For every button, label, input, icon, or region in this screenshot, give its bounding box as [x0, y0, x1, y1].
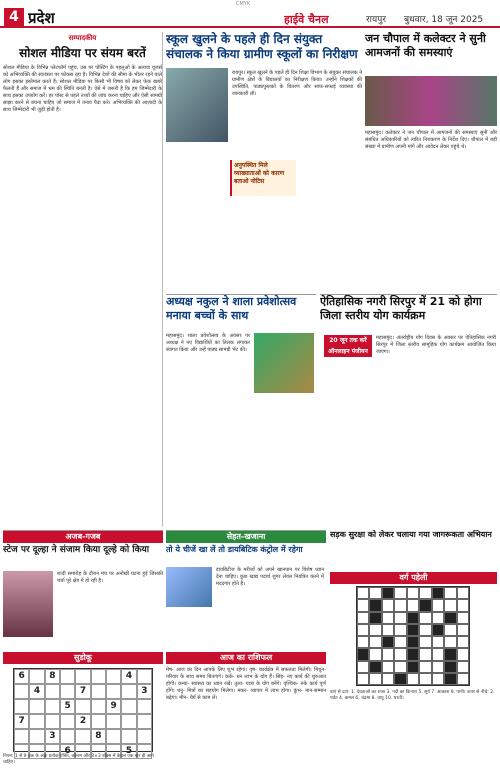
- chaupal-story: [365, 32, 497, 292]
- crossword-cell: [432, 599, 444, 611]
- sudoku-cell: 9: [106, 699, 121, 714]
- crossword-cell: [444, 599, 456, 611]
- chaupal-body: महासमुंद। कलेक्टर ने जन चौपाल में आमजनों की समस्याएं सुनीं और संबंधित अधिकारियों को त्वरित निराकरण के निर्देश दिए। चौपाल में बड़ी संख्या में ग्रामीण अपनी मांगें और आवेदन लेकर पहुंचे थे।: [365, 130, 497, 150]
- sudoku-grid: [13, 668, 153, 756]
- section-title: प्रदेश: [28, 9, 55, 27]
- crossword-cell: [369, 636, 381, 648]
- crossword-cell: [407, 599, 419, 611]
- sudoku-banner: सुडोकू: [3, 652, 163, 664]
- health-photo: [166, 567, 212, 607]
- crossword-cell: [419, 673, 431, 685]
- sudoku-cell: [91, 669, 106, 684]
- crossword-cell: [357, 612, 369, 624]
- sudoku-cell: [91, 714, 106, 729]
- sudoku-cell: 2: [75, 714, 90, 729]
- sudoku-cell: [29, 669, 44, 684]
- crossword-cell: [444, 612, 456, 624]
- praveshotsav-headline: अध्यक्ष नकुल ने शाला प्रवेशोत्सव मनाया बच्चों के साथ: [166, 295, 297, 322]
- health-body: डायबिटीज के मरीजों को अपने खानपान पर विशेष ध्यान देना चाहिए। कुछ खाद्य पदार्थ शुगर लेवल नियंत्रित करने में मददगार होते हैं।: [216, 567, 324, 587]
- crossword-grid: [356, 586, 470, 686]
- lead-headline: स्कूल खुलने के पहले ही दिन संयुक्त संचालक ने किया ग्रामीण स्कूलों का निरीक्षण: [166, 32, 358, 61]
- sudoku-cell: 3: [45, 729, 60, 744]
- crossword-cell: [419, 612, 431, 624]
- cmyk-mark: CMYK: [236, 1, 251, 7]
- crossword-cell: [357, 624, 369, 636]
- crossword-cell: [382, 599, 394, 611]
- crossword-cell: [382, 587, 394, 599]
- masthead: [0, 0, 500, 28]
- crossword-cell: [394, 599, 406, 611]
- crossword-box: [330, 572, 497, 772]
- crossword-cell: [419, 587, 431, 599]
- crossword-cell: [357, 648, 369, 660]
- sudoku-note: नियम: 1 से 9 तक के अंक प्रत्येक पंक्ति, कॉलम और 3×3 बॉक्स में केवल एक बार ही आने चाहिए।: [3, 754, 154, 765]
- sudoku-cell: 8: [91, 729, 106, 744]
- crossword-cell: [457, 673, 469, 685]
- crossword-cell: [444, 673, 456, 685]
- sudoku-cell: [29, 729, 44, 744]
- sudoku-cell: [75, 729, 90, 744]
- crossword-cell: [457, 624, 469, 636]
- ajab-gajab-headline: स्टेज पर दूल्हा ने संजाम किया दूल्हे को किया: [3, 545, 150, 555]
- crossword-cell: [407, 648, 419, 660]
- sudoku-cell: [14, 699, 29, 714]
- sudoku-cell: 4: [121, 669, 136, 684]
- praveshotsav-photo: [254, 333, 314, 393]
- crossword-cell: [369, 599, 381, 611]
- yoga-headline: ऐतिहासिक नगरी सिरपुर में 21 को होगा जिला स्तरीय योग कार्यक्रम: [320, 295, 482, 322]
- edition-date: बुधवार, 18 जून 2025: [404, 15, 484, 25]
- sudoku-cell: [29, 714, 44, 729]
- sudoku-cell: [45, 714, 60, 729]
- crossword-cell: [444, 636, 456, 648]
- ajab-gajab-banner: अजब-गजब: [3, 531, 163, 543]
- crossword-cell: [444, 587, 456, 599]
- crossword-cell: [357, 587, 369, 599]
- crossword-cell: [369, 624, 381, 636]
- crossword-cell: [432, 636, 444, 648]
- crossword-cell: [394, 661, 406, 673]
- lead-photo: [166, 68, 228, 142]
- crossword-cell: [394, 636, 406, 648]
- crossword-cell: [407, 673, 419, 685]
- sudoku-cell: [121, 684, 136, 699]
- yoga-body: महासमुंद। अंतर्राष्ट्रीय योग दिवस के अवसर पर ऐतिहासिक नगरी सिरपुर में जिला स्तरीय सामूहिक योग कार्यक्रम आयोजित किया जाएगा।: [376, 335, 496, 355]
- sudoku-cell: 5: [121, 744, 136, 759]
- rashifal-box: [166, 652, 326, 772]
- crossword-cell: [357, 599, 369, 611]
- crossword-cell: [394, 587, 406, 599]
- crossword-cell: [382, 612, 394, 624]
- crossword-cell: [419, 624, 431, 636]
- sudoku-cell: [14, 684, 29, 699]
- sudoku-cell: [91, 699, 106, 714]
- sudoku-cell: 3: [137, 684, 152, 699]
- crossword-cell: [382, 624, 394, 636]
- crossword-cell: [369, 587, 381, 599]
- crossword-cell: [369, 673, 381, 685]
- sudoku-cell: [60, 729, 75, 744]
- sudoku-cell: [29, 699, 44, 714]
- crossword-cell: [444, 661, 456, 673]
- sudoku-cell: 8: [45, 669, 60, 684]
- page-number: 4: [4, 8, 24, 26]
- crossword-cell: [382, 636, 394, 648]
- yoga-story: [320, 294, 497, 528]
- crossword-cell: [432, 612, 444, 624]
- sudoku-cell: 7: [75, 684, 90, 699]
- crossword-cell: [457, 612, 469, 624]
- crossword-cell: [444, 648, 456, 660]
- crossword-cell: [407, 624, 419, 636]
- sudoku-cell: [137, 729, 152, 744]
- brief-headline: सड़क सुरक्षा को लेकर चलाया गया जागरूकता अभियान: [330, 530, 492, 539]
- crossword-cell: [369, 661, 381, 673]
- crossword-cell: [382, 673, 394, 685]
- crossword-cell: [457, 587, 469, 599]
- crossword-cell: [419, 648, 431, 660]
- yoga-registration-badge: 20 जून तक करें ऑनलाइन पंजीयन: [324, 335, 372, 357]
- sudoku-cell: [137, 669, 152, 684]
- crossword-cell: [457, 661, 469, 673]
- ajab-gajab-box: [3, 530, 163, 650]
- crossword-cell: [357, 661, 369, 673]
- health-headline: तो ये चीजें खा लें तो डायबिटिक कंट्रोल में रहेगा: [166, 545, 303, 554]
- crossword-cell: [457, 599, 469, 611]
- sudoku-cell: 6: [14, 669, 29, 684]
- crossword-cell: [369, 648, 381, 660]
- lead-story: [166, 32, 362, 292]
- crossword-cell: [394, 673, 406, 685]
- sudoku-cell: 7: [14, 714, 29, 729]
- sudoku-cell: [121, 729, 136, 744]
- chaupal-headline: जन चौपाल में कलेक्टर ने सुनी आमजनों की समस्याएं: [365, 32, 486, 59]
- ajab-gajab-body: शादी समारोह के दौरान मंच पर अनोखी घटना हुई जिसकी चर्चा पूरे क्षेत्र में हो रही है।: [57, 571, 163, 584]
- sudoku-cell: [60, 684, 75, 699]
- sudoku-cell: 6: [60, 744, 75, 759]
- crossword-cell: [432, 587, 444, 599]
- chaupal-photo: [365, 76, 497, 126]
- praveshotsav-story: [166, 294, 316, 528]
- editorial-body: सोशल मीडिया के विभिन्न प्लेटफॉर्म पहुंच, उस पर पोस्टिंग के पहलुओं के अलावा यूजर्स को अभिव्यक्ति की स्वतंत्रता पर फोकस रहा है। विभिन्न देशों की सीमा के भीतर रहने वाले लोग इसका इस्तेमाल करते हैं। सोशल मीडिया पर किसी भी विषय को लेकर फेक खबरें फैलती हैं और समाज में भ्रम की स्थिति बनती है। ऐसे में जरूरी है कि हम जिम्मेदारी के साथ इसका उपयोग करें। हर पोस्ट से पहले तथ्यों की जांच करना चाहिए और ऐसी सामग्री साझा करने से बचना चाहिए जो समाज में तनाव पैदा करे। अभिव्यक्ति की आज़ादी के साथ जिम्मेदारी भी जुड़ी होती है।: [3, 65, 162, 113]
- crossword-cell: [407, 636, 419, 648]
- health-banner: सेहत-खजाना: [166, 531, 326, 543]
- sudoku-cell: [45, 684, 60, 699]
- crossword-cell: [357, 636, 369, 648]
- editorial-headline: सोशल मीडिया पर संयम बरतें: [19, 46, 146, 60]
- crossword-cell: [407, 587, 419, 599]
- praveshotsav-body: महासमुंद। शाला प्रवेशोत्सव के अवसर पर अध्यक्ष ने नए विद्यार्थियों का तिलक लगाकर स्वागत किया और उन्हें पाठ्य सामग्री भेंट की।: [166, 333, 250, 353]
- editorial-tag: सम्पादकीय: [68, 34, 97, 42]
- sudoku-cell: [45, 699, 60, 714]
- lead-body: रायपुर। स्कूल खुलने के पहले ही दिन शिक्षा विभाग के संयुक्त संचालक ने ग्रामीण क्षेत्रों के विद्यालयों का निरीक्षण किया। उन्होंने शिक्षकों की उपस्थिति, पाठ्यपुस्तकों के वितरण और साफ-सफाई व्यवस्था की जानकारी ली।: [232, 70, 362, 97]
- crossword-cell: [432, 624, 444, 636]
- sudoku-cell: [75, 669, 90, 684]
- publication-name: हाईवे चैनल: [284, 13, 329, 26]
- crossword-cell: [419, 636, 431, 648]
- crossword-cell: [382, 661, 394, 673]
- crossword-cell: [382, 648, 394, 660]
- crossword-cell: [457, 636, 469, 648]
- sudoku-cell: [106, 729, 121, 744]
- crossword-clues: बाएं से दाएं: 1. देवताओं का राजा 3. नदी का किनारा 5. सूर्य 7. आकाश 9. पानी। ऊपर से नीचे: 2. पर्वत 4. कमल 6. चंद्रमा 8. वायु 10. धरती।: [330, 690, 495, 701]
- crossword-cell: [357, 673, 369, 685]
- crossword-cell: [444, 624, 456, 636]
- sudoku-box: [3, 652, 163, 772]
- sudoku-cell: [137, 699, 152, 714]
- health-box: [166, 530, 326, 650]
- sudoku-cell: [60, 669, 75, 684]
- crossword-cell: [394, 648, 406, 660]
- sudoku-cell: [60, 714, 75, 729]
- sudoku-cell: [106, 714, 121, 729]
- crossword-cell: [407, 661, 419, 673]
- crossword-cell: [419, 661, 431, 673]
- crossword-cell: [457, 648, 469, 660]
- crossword-cell: [432, 648, 444, 660]
- sudoku-cell: [121, 714, 136, 729]
- sudoku-cell: [121, 699, 136, 714]
- sudoku-cell: [106, 669, 121, 684]
- sudoku-cell: [14, 729, 29, 744]
- sudoku-cell: [91, 684, 106, 699]
- sudoku-cell: [137, 714, 152, 729]
- editorial-column: [3, 32, 163, 527]
- sudoku-cell: [106, 684, 121, 699]
- crossword-cell: [394, 624, 406, 636]
- lead-pull-quote: अनुपस्थित मिले व्याख्याताओं को कारण बताओ नोटिस: [230, 160, 296, 196]
- edition-city: रायपुर: [366, 15, 387, 25]
- crossword-cell: [432, 673, 444, 685]
- sudoku-cell: 4: [29, 684, 44, 699]
- crossword-cell: [394, 612, 406, 624]
- crossword-cell: [419, 599, 431, 611]
- brief-story: [330, 530, 497, 570]
- crossword-cell: [432, 661, 444, 673]
- crossword-cell: [407, 612, 419, 624]
- rashifal-banner: आज का राशिफल: [166, 652, 326, 664]
- rashifal-body: मेष- आज का दिन आपके लिए शुभ रहेगा। वृष- कार्यक्षेत्र में सफलता मिलेगी। मिथुन- परिवार के साथ समय बिताएंगे। कर्क- धन लाभ के योग हैं। सिंह- नए कार्य की शुरुआत होगी। कन्या- स्वास्थ्य का ध्यान रखें। तुला- यात्रा के योग बनेंगे। वृश्चिक- रुके कार्य पूर्ण होंगे। धनु- मित्रों का सहयोग मिलेगा। मकर- व्यापार में लाभ होगा। कुंभ- मान-सम्मान बढ़ेगा। मीन- धैर्य से काम लें।: [166, 667, 326, 701]
- sudoku-cell: [75, 699, 90, 714]
- crossword-cell: [369, 612, 381, 624]
- sudoku-cell: 5: [60, 699, 75, 714]
- ajab-gajab-photo: [3, 571, 53, 637]
- crossword-banner: वर्ग पहेली: [330, 572, 497, 584]
